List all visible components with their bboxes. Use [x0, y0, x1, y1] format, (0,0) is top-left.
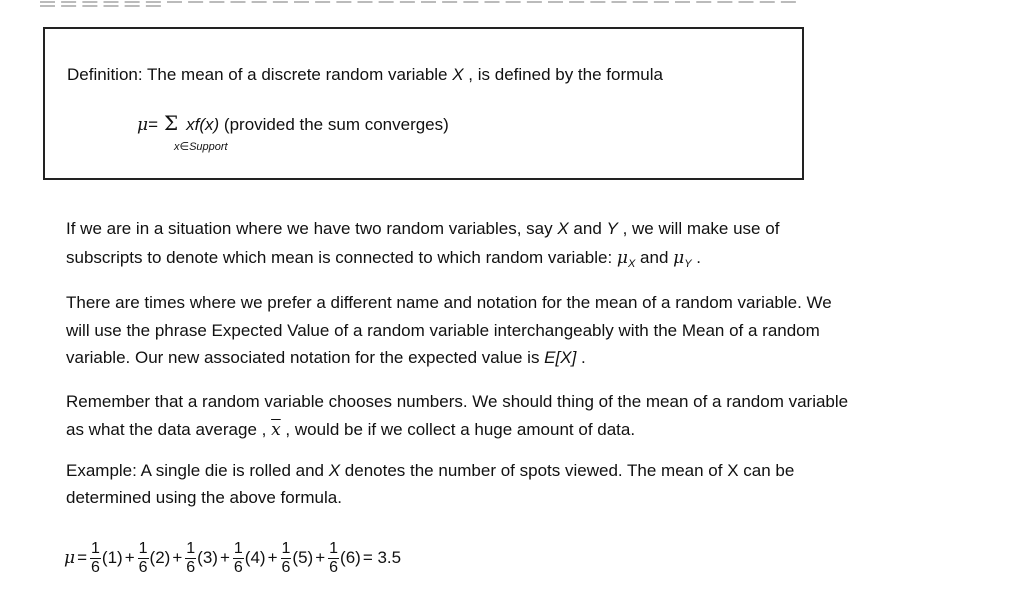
fraction-denominator: 6 — [138, 558, 148, 576]
paragraph-two-variables-line-2 — [66, 244, 701, 278]
plus-sign: + — [315, 548, 326, 567]
paragraph-data-average-line-1: Remember that a random variable chooses numbers. We should thing of the mean of a random variable — [66, 392, 849, 411]
p1-text-d: subscripts to denote which mean is connected to which random variable: — [66, 248, 617, 267]
fraction — [90, 540, 101, 577]
p4-text-b: denotes the number of spots viewed. The mean of X can be — [340, 461, 795, 480]
x-bar-symbol: $\overline{x}$ — [271, 420, 281, 440]
p1-text-c: , we will make use of — [617, 219, 780, 238]
example-equation — [64, 528, 403, 588]
mu-symbol: μ — [137, 115, 149, 135]
p1-text-b: and — [568, 219, 607, 238]
formula-summand: xf(x) — [186, 115, 220, 134]
p1-variable-y: Y — [606, 219, 618, 238]
fraction-numerator: 1 — [186, 539, 196, 557]
example-result: = 3.5 — [362, 548, 402, 567]
mu-y-symbol: μ — [673, 248, 685, 268]
definition-text-b: , is defined by the formula — [463, 65, 663, 84]
fraction — [138, 540, 149, 577]
p2-text-a: variable. Our new associated notation for the expected value is — [66, 348, 545, 367]
fraction — [185, 540, 196, 577]
p1-text-a: If we are in a situation where we have two random variables, say — [66, 219, 558, 238]
term-value: (5) — [292, 548, 314, 567]
fraction-numerator: 1 — [281, 539, 291, 557]
plus-sign: + — [172, 548, 183, 567]
fraction-denominator: 6 — [233, 558, 243, 576]
term-value: (2) — [149, 548, 171, 567]
p2-text-b: . — [576, 348, 586, 367]
fraction-denominator: 6 — [329, 558, 339, 576]
p3-text-b: , would be if we collect a huge amount of data. — [280, 420, 636, 439]
fraction-denominator: 6 — [91, 558, 100, 576]
sum-subscript: x∈Support — [174, 141, 228, 153]
fraction — [281, 540, 292, 577]
paragraph-two-variables-line-1 — [66, 215, 779, 243]
fraction-numerator: 1 — [91, 539, 100, 557]
paragraph-expected-value-line-3 — [66, 344, 586, 372]
paragraph-data-average-line-2 — [66, 416, 635, 444]
fraction-denominator: 6 — [281, 558, 291, 576]
fraction-numerator: 1 — [329, 539, 339, 557]
p3-text-a: as what the data average , — [66, 420, 272, 439]
definition-box — [43, 27, 804, 180]
mu-y-subscript: Y — [684, 258, 692, 270]
term-value: (6) — [340, 548, 361, 567]
plus-sign: + — [124, 548, 135, 567]
example-mu: μ — [64, 548, 76, 568]
term-value: (3) — [197, 548, 218, 567]
p4-variable-x: X — [328, 461, 341, 480]
paragraph-example-line-2: determined using the above formula. — [66, 488, 342, 507]
fraction-denominator: 6 — [186, 558, 196, 576]
formula-equals: = — [148, 115, 158, 134]
p1-variable-x: X — [557, 219, 569, 238]
term-value: (4) — [244, 548, 266, 567]
definition-variable-x: X — [452, 65, 464, 84]
cut-off-text-line: — — — — — — — — — — — — — — — — — — — — — — — — — — — — — — — — — — — — — — — — — — — [40, 0, 797, 14]
p4-text-a: Example: A single die is rolled and — [66, 461, 329, 480]
mean-formula — [137, 111, 449, 135]
fraction-numerator: 1 — [233, 539, 243, 557]
paragraph-expected-value-line-1: There are times where we prefer a different name and notation for the mean of a random variable. We — [66, 293, 832, 312]
fraction — [328, 540, 339, 577]
plus-sign: + — [219, 548, 230, 567]
expected-value-notation: E[X] — [544, 348, 577, 367]
paragraph-expected-value-line-2: will use the phrase Expected Value of a random variable interchangeably with the Mean of a random — [66, 321, 820, 340]
mu-x-symbol: μ — [616, 248, 628, 268]
p1-and: and — [635, 248, 674, 267]
formula-proviso: (provided the sum converges) — [219, 115, 449, 134]
definition-text-a: Definition: The mean of a discrete random variable — [67, 65, 453, 84]
plus-sign: + — [267, 548, 278, 567]
mu-x-subscript: X — [627, 258, 636, 270]
example-equals: = — [77, 548, 87, 567]
term-value: (1) — [101, 548, 123, 567]
p1-end: . — [691, 248, 701, 267]
fraction-numerator: 1 — [138, 539, 148, 557]
paragraph-example-line-1 — [66, 457, 794, 485]
definition-text — [67, 65, 663, 85]
sum-symbol: Σ — [164, 111, 179, 135]
fraction — [233, 540, 244, 577]
